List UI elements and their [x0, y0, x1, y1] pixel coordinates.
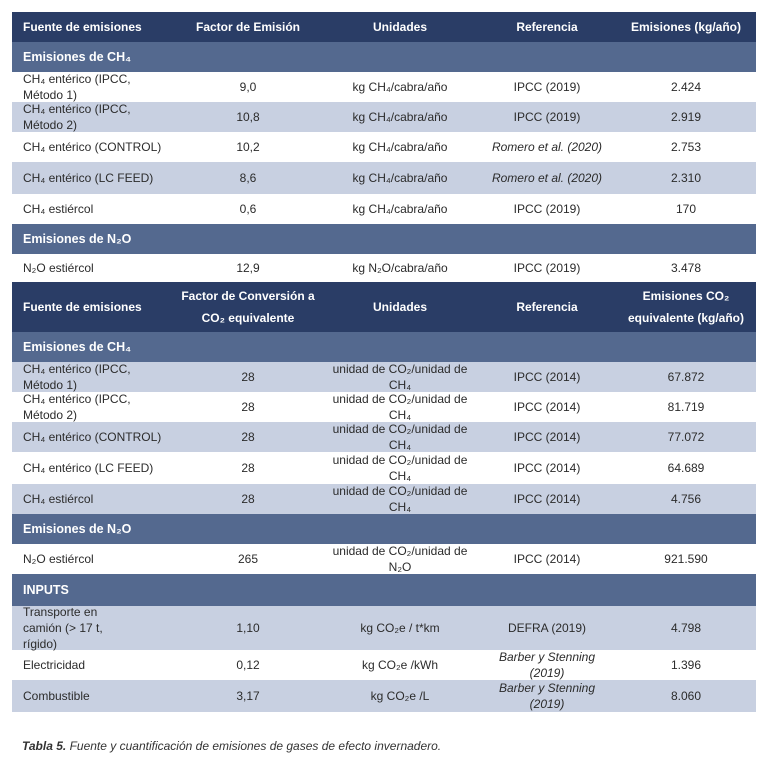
cell-emissions: 3.478	[670, 261, 702, 275]
table-row	[12, 194, 756, 224]
cell-factor: 28	[241, 461, 255, 475]
cell-units: kg CO₂e /L	[370, 689, 430, 703]
cell-units: unidad de CO₂/unidad de CH₄	[332, 453, 468, 483]
table-row	[12, 650, 756, 680]
cell-emissions: 170	[675, 202, 697, 216]
table1-header-row	[12, 12, 756, 42]
cell-emissions: 1.396	[670, 658, 702, 672]
cell-units: kg CO₂e / t*km	[360, 621, 440, 635]
cell-source: Combustible	[23, 689, 90, 703]
cell-reference: IPCC (2014)	[513, 552, 581, 566]
cell-factor: 10,8	[236, 110, 260, 124]
cell-emissions: 64.689	[667, 461, 705, 475]
cell-reference: DEFRA (2019)	[507, 621, 587, 635]
cell-source: CH₄ estiércol	[23, 202, 94, 216]
cell-reference: Barber y Stenning (2019)	[498, 681, 596, 711]
cell-emissions: 81.719	[667, 400, 705, 414]
table-row	[12, 254, 756, 282]
cell-source: CH₄ entérico (LC FEED)	[23, 171, 154, 185]
table-row	[12, 102, 756, 132]
header-unidades: Unidades	[372, 20, 427, 34]
cell-source: CH₄ entérico (IPCC, Método 1)	[23, 72, 131, 102]
cell-units: unidad de CO₂/unidad de CH₄	[332, 392, 468, 422]
cell-factor: 0,6	[239, 202, 257, 216]
cell-reference: IPCC (2014)	[513, 370, 581, 384]
cell-units: unidad de CO₂/unidad de CH₄	[332, 484, 468, 514]
cell-reference: IPCC (2019)	[513, 110, 581, 124]
cell-source: CH₄ entérico (LC FEED)	[23, 461, 154, 475]
header-emisiones: Emisiones (kg/año)	[630, 20, 742, 34]
cell-emissions: 67.872	[667, 370, 705, 384]
cell-emissions: 2.424	[670, 80, 702, 94]
cell-units: kg CH₄/cabra/año	[352, 110, 448, 124]
cell-reference: Romero et al. (2020)	[491, 140, 603, 154]
table-row	[12, 422, 756, 452]
cell-emissions: 4.756	[670, 492, 702, 506]
cell-reference: IPCC (2019)	[513, 202, 581, 216]
cell-reference: Barber y Stenning (2019)	[498, 650, 596, 680]
cell-units: kg CH₄/cabra/año	[352, 80, 448, 94]
header-emisiones-co2: Emisiones CO₂ equivalente (kg/año)	[627, 289, 745, 325]
cell-units: unidad de CO₂/unidad de CH₄	[332, 362, 468, 392]
table-row	[12, 606, 756, 650]
cell-units: kg CO₂e /kWh	[361, 658, 438, 672]
table-row	[12, 132, 756, 162]
table-row	[12, 680, 756, 712]
cell-source: CH₄ estiércol	[23, 492, 94, 506]
cell-reference: IPCC (2014)	[513, 400, 581, 414]
caption-text: Fuente y cuantificación de emisiones de gases de efecto invernadero.	[66, 739, 442, 753]
table-row	[12, 392, 756, 422]
cell-emissions: 2.310	[670, 171, 702, 185]
cell-emissions: 77.072	[667, 430, 705, 444]
table-row	[12, 362, 756, 392]
section-title-ch4: Emisiones de CH₄	[12, 332, 756, 362]
cell-factor: 28	[241, 400, 255, 414]
cell-source: CH₄ entérico (IPCC, Método 1)	[23, 362, 131, 392]
header-factor: Factor de Emisión	[195, 20, 301, 34]
header-fuente: Fuente de emisiones	[23, 20, 142, 34]
section-title-n2o: Emisiones de N₂O	[12, 514, 756, 544]
cell-source: Transporte en camión (> 17 t, rígido)	[23, 605, 103, 651]
cell-factor: 3,17	[236, 689, 260, 703]
header-fuente: Fuente de emisiones	[23, 300, 142, 314]
cell-emissions: 2.919	[670, 110, 702, 124]
cell-emissions: 2.753	[670, 140, 702, 154]
header-referencia: Referencia	[516, 20, 578, 34]
table-row	[12, 162, 756, 194]
table-row	[12, 72, 756, 102]
caption-label: Tabla 5.	[22, 739, 67, 753]
table-row	[12, 484, 756, 514]
cell-reference: IPCC (2019)	[513, 80, 581, 94]
cell-units: unidad de CO₂/unidad de N₂O	[332, 544, 468, 574]
cell-reference: IPCC (2014)	[513, 430, 581, 444]
header-unidades: Unidades	[372, 300, 427, 314]
cell-units: kg CH₄/cabra/año	[352, 171, 448, 185]
cell-source: N₂O estiércol	[23, 552, 94, 566]
cell-reference: IPCC (2014)	[513, 492, 581, 506]
cell-emissions: 8.060	[670, 689, 702, 703]
cell-reference: IPCC (2019)	[513, 261, 581, 275]
cell-factor: 28	[241, 430, 255, 444]
section-title-n2o: Emisiones de N₂O	[12, 224, 756, 254]
cell-source: N₂O estiércol	[23, 261, 94, 275]
table-caption	[22, 739, 441, 753]
header-referencia: Referencia	[516, 300, 578, 314]
cell-source: CH₄ entérico (CONTROL)	[23, 430, 162, 444]
cell-source: CH₄ entérico (CONTROL)	[23, 140, 162, 154]
cell-factor: 12,9	[236, 261, 260, 275]
cell-units: kg CH₄/cabra/año	[352, 202, 448, 216]
cell-units: kg CH₄/cabra/año	[352, 140, 448, 154]
cell-factor: 265	[237, 552, 259, 566]
cell-emissions: 921.590	[664, 552, 708, 566]
section-title-inputs: INPUTS	[12, 574, 756, 606]
table-row	[12, 544, 756, 574]
cell-factor: 9,0	[239, 80, 257, 94]
cell-units: unidad de CO₂/unidad de CH₄	[332, 422, 468, 452]
cell-factor: 10,2	[236, 140, 260, 154]
table-row	[12, 452, 756, 484]
cell-factor: 28	[241, 492, 255, 506]
section-title-ch4: Emisiones de CH₄	[12, 42, 756, 72]
cell-source: CH₄ entérico (IPCC, Método 2)	[23, 392, 131, 422]
table2-header-row	[12, 282, 756, 332]
cell-reference: Romero et al. (2020)	[491, 171, 603, 185]
cell-factor: 28	[241, 370, 255, 384]
cell-emissions: 4.798	[670, 621, 702, 635]
cell-factor: 8,6	[239, 171, 257, 185]
cell-reference: IPCC (2014)	[513, 461, 581, 475]
cell-source: CH₄ entérico (IPCC, Método 2)	[23, 102, 131, 132]
cell-factor: 1,10	[236, 621, 260, 635]
emissions-table	[12, 12, 756, 712]
cell-units: kg N₂O/cabra/año	[352, 261, 448, 275]
cell-source: Electricidad	[23, 658, 86, 672]
cell-factor: 0,12	[236, 658, 260, 672]
header-factor-conversion: Factor de Conversión a CO₂ equivalente	[181, 289, 315, 325]
